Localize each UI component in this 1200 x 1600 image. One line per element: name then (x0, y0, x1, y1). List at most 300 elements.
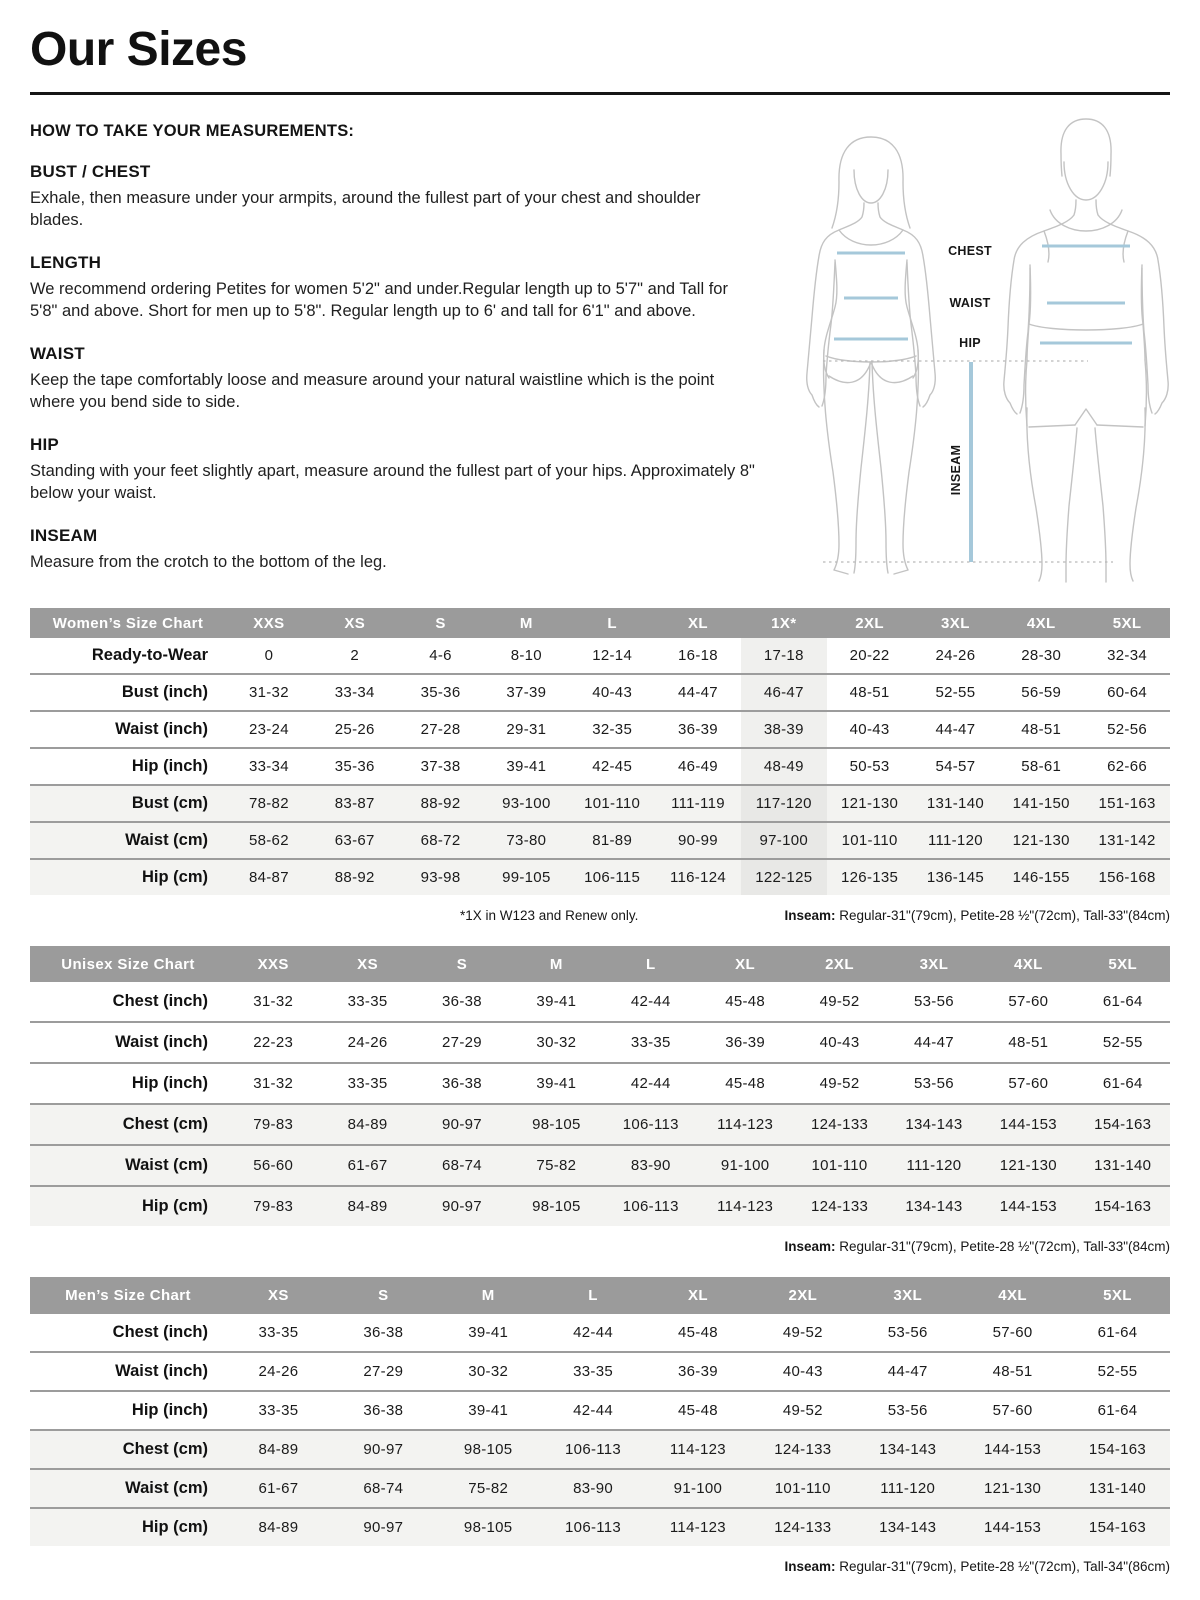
size-value: 111-120 (906, 1157, 962, 1174)
size-value: 134-143 (905, 1198, 963, 1215)
size-value: 98-105 (463, 1519, 513, 1536)
size-value: 114-123 (717, 1198, 774, 1215)
size-value: 106-113 (565, 1519, 622, 1536)
size-value: 121-130 (983, 1480, 1042, 1497)
size-value: 98-105 (532, 1116, 581, 1133)
table-row (30, 1352, 1170, 1391)
size-value: 57-60 (1008, 993, 1049, 1010)
size-value: 45-48 (678, 1324, 718, 1341)
size-value: 50-53 (849, 758, 890, 775)
size-value: 122-125 (741, 859, 827, 895)
instruction-section (30, 253, 755, 323)
size-value: 48-51 (1021, 721, 1062, 738)
column-header: XS (226, 1277, 331, 1314)
table-row (30, 1391, 1170, 1430)
row-label: Bust (inch) (121, 683, 208, 701)
table-row (30, 711, 1170, 748)
row-label: Hip (inch) (131, 1074, 208, 1092)
size-value: 46-47 (741, 674, 827, 711)
size-value: 114-123 (717, 1116, 774, 1133)
size-value: 40-43 (849, 721, 890, 738)
table-row (30, 1186, 1170, 1226)
row-label: Waist (inch) (115, 1362, 208, 1380)
size-value: 39-41 (536, 1075, 577, 1092)
measurement-lines (834, 246, 1132, 562)
size-value: 33-35 (258, 1402, 299, 1419)
size-value: 45-48 (678, 1402, 718, 1419)
column-header: S (415, 946, 509, 982)
size-value: 83-87 (334, 795, 375, 812)
column-header: 2XL (827, 608, 913, 638)
hip-label: HIP (959, 336, 981, 350)
size-value: 101-110 (774, 1480, 831, 1497)
table-row (30, 1508, 1170, 1546)
size-value: 39-41 (536, 993, 577, 1010)
size-value: 131-140 (1088, 1480, 1147, 1497)
row-label: Hip (cm) (142, 1518, 208, 1536)
table-row (30, 1022, 1170, 1063)
size-value: 52-55 (1097, 1363, 1138, 1380)
size-value: 24-26 (258, 1363, 299, 1380)
row-label: Waist (cm) (125, 1156, 208, 1174)
size-value: 93-100 (502, 795, 551, 812)
row-label: Waist (inch) (115, 720, 208, 738)
size-value: 121-130 (841, 795, 899, 812)
size-value: 33-34 (248, 758, 289, 775)
size-value: 24-26 (347, 1034, 388, 1051)
size-value: 4-6 (429, 647, 452, 664)
column-header: 4XL (981, 946, 1075, 982)
size-value: 62-66 (1107, 758, 1147, 775)
size-value: 90-97 (442, 1198, 482, 1215)
table-row (30, 822, 1170, 859)
mens-size-chart-table (30, 1277, 1170, 1546)
size-value: 31-32 (253, 993, 294, 1010)
column-header: 2XL (750, 1277, 855, 1314)
size-value: 90-99 (678, 832, 718, 849)
waist-label: WAIST (949, 296, 991, 310)
size-value: 33-35 (258, 1324, 299, 1341)
instruction-section (30, 435, 755, 505)
size-value: 27-28 (420, 721, 461, 738)
intro-section (30, 122, 1170, 608)
table-row (30, 674, 1170, 711)
size-value: 48-51 (1008, 1034, 1049, 1051)
column-header: XL (698, 946, 792, 982)
row-label: Hip (inch) (131, 757, 208, 775)
size-value: 144-153 (983, 1519, 1042, 1536)
title-divider (30, 92, 1170, 95)
size-value: 40-43 (592, 684, 633, 701)
size-value: 111-119 (671, 795, 725, 812)
table-row (30, 748, 1170, 785)
size-value: 154-163 (1088, 1519, 1147, 1536)
footnote-inseam: Inseam: Regular-31"(79cm), Petite-28 ½"(72cm), Tall-33"(84cm) (784, 1239, 1170, 1254)
size-value: 84-87 (248, 869, 289, 886)
size-value: 12-14 (592, 647, 633, 664)
column-header: L (604, 946, 698, 982)
size-value: 30-32 (536, 1034, 577, 1051)
size-value: 154-163 (1088, 1441, 1147, 1458)
table-footnotes (30, 1559, 1170, 1574)
size-value: 29-31 (506, 721, 547, 738)
size-value: 154-163 (1094, 1198, 1152, 1215)
size-value: 141-150 (1012, 795, 1070, 812)
section-body: Measure from the crotch to the bottom of the leg. (30, 552, 387, 571)
size-value: 75-82 (468, 1480, 509, 1497)
column-header: M (509, 946, 603, 982)
size-value: 42-44 (573, 1324, 613, 1341)
table-title: Unisex Size Chart (30, 946, 226, 982)
size-value: 36-39 (678, 1363, 718, 1380)
size-value: 53-56 (913, 1075, 954, 1092)
size-value: 75-82 (536, 1157, 577, 1174)
size-value: 136-145 (926, 869, 984, 886)
instruction-sections (30, 162, 755, 573)
size-value: 36-39 (725, 1034, 766, 1051)
size-value: 33-35 (347, 1075, 388, 1092)
size-value: 36-38 (363, 1402, 404, 1419)
size-value: 52-55 (1102, 1034, 1143, 1051)
table-row (30, 785, 1170, 822)
size-value: 117-120 (741, 785, 827, 822)
size-value: 2 (350, 647, 360, 664)
size-value: 98-105 (463, 1441, 513, 1458)
size-value: 61-64 (1097, 1324, 1138, 1341)
size-value: 42-44 (630, 1075, 671, 1092)
size-value: 17-18 (741, 638, 827, 674)
size-value: 83-90 (630, 1157, 671, 1174)
size-value: 23-24 (248, 721, 289, 738)
size-value: 36-38 (442, 993, 482, 1010)
size-value: 84-89 (258, 1519, 299, 1536)
row-label: Waist (cm) (125, 831, 208, 849)
section-title: INSEAM (30, 525, 98, 545)
size-value: 39-41 (468, 1324, 509, 1341)
size-value: 33-34 (334, 684, 375, 701)
size-value: 49-52 (819, 993, 860, 1010)
size-value: 32-35 (592, 721, 633, 738)
size-value: 0 (264, 647, 274, 664)
size-value: 79-83 (253, 1116, 294, 1133)
size-value: 44-47 (935, 721, 976, 738)
row-label: Hip (cm) (142, 868, 208, 886)
row-label: Chest (cm) (122, 1115, 208, 1133)
size-value: 33-35 (573, 1363, 613, 1380)
size-value: 106-113 (622, 1116, 679, 1133)
column-header: 3XL (913, 608, 999, 638)
section-body: Standing with your feet slightly apart, measure around the fullest part of your hips. Approximately 8" below your waist. (30, 461, 755, 502)
column-header: XS (320, 946, 414, 982)
size-value: 131-142 (1098, 832, 1156, 849)
size-value: 30-32 (468, 1363, 509, 1380)
table-row (30, 638, 1170, 674)
size-value: 124-133 (774, 1441, 832, 1458)
size-value: 134-143 (879, 1519, 937, 1536)
column-header: M (436, 1277, 541, 1314)
size-value: 90-97 (442, 1116, 482, 1133)
row-label: Chest (inch) (112, 1323, 208, 1341)
size-value: 98-105 (532, 1198, 581, 1215)
row-label: Waist (cm) (125, 1479, 208, 1497)
size-value: 68-72 (420, 832, 461, 849)
size-value: 83-90 (573, 1480, 613, 1497)
instruction-section (30, 344, 755, 414)
column-header: XL (655, 608, 741, 638)
column-header: L (569, 608, 655, 638)
size-value: 84-89 (347, 1116, 388, 1133)
row-label: Bust (cm) (131, 794, 208, 812)
size-value: 24-26 (935, 647, 976, 664)
size-value: 78-82 (248, 795, 289, 812)
size-value: 20-22 (849, 647, 890, 664)
page-title: Our Sizes (30, 23, 247, 76)
size-value: 88-92 (420, 795, 461, 812)
size-value: 68-74 (363, 1480, 404, 1497)
size-value: 28-30 (1021, 647, 1062, 664)
size-value: 84-89 (258, 1441, 299, 1458)
instruction-section (30, 162, 755, 232)
column-header: XL (646, 1277, 751, 1314)
row-label: Ready-to-Wear (91, 646, 208, 664)
size-value: 144-153 (999, 1198, 1057, 1215)
size-value: 46-49 (678, 758, 718, 775)
size-value: 91-100 (720, 1157, 770, 1174)
size-value: 58-61 (1021, 758, 1062, 775)
size-value: 106-113 (622, 1198, 679, 1215)
footnote-1x-availability: *1X in W123 and Renew only. (460, 908, 639, 923)
size-value: 68-74 (442, 1157, 482, 1174)
size-value: 111-120 (880, 1480, 936, 1497)
size-value: 57-60 (992, 1324, 1033, 1341)
size-value: 61-64 (1102, 993, 1143, 1010)
size-value: 60-64 (1107, 684, 1147, 701)
footnote-inseam: Inseam: Regular-31"(79cm), Petite-28 ½"(72cm), Tall-33"(84cm) (784, 908, 1170, 923)
size-value: 90-97 (363, 1519, 404, 1536)
size-value: 124-133 (810, 1116, 869, 1133)
size-value: 44-47 (887, 1363, 928, 1380)
unisex-size-chart-table (30, 946, 1170, 1226)
row-label: Chest (inch) (112, 992, 208, 1010)
footnote-inseam: Inseam: Regular-31"(79cm), Petite-28 ½"(72cm), Tall-34"(86cm) (784, 1559, 1170, 1574)
section-title: LENGTH (30, 252, 102, 272)
size-value: 48-51 (849, 684, 890, 701)
size-value: 49-52 (782, 1324, 823, 1341)
size-value: 40-43 (782, 1363, 823, 1380)
size-value: 61-64 (1097, 1402, 1138, 1419)
size-value: 27-29 (442, 1034, 482, 1051)
size-value: 58-62 (248, 832, 289, 849)
size-value: 33-35 (630, 1034, 671, 1051)
size-value: 42-44 (630, 993, 671, 1010)
size-value: 73-80 (506, 832, 547, 849)
size-value: 39-41 (468, 1402, 509, 1419)
size-value: 53-56 (887, 1324, 928, 1341)
size-value: 8-10 (510, 647, 542, 664)
column-header: XXS (226, 946, 320, 982)
size-value: 52-55 (935, 684, 976, 701)
size-value: 63-67 (334, 832, 375, 849)
chest-label: CHEST (948, 244, 992, 258)
table-row (30, 859, 1170, 895)
size-value: 27-29 (363, 1363, 404, 1380)
size-value: 93-98 (420, 869, 461, 886)
size-value: 53-56 (887, 1402, 928, 1419)
size-value: 54-57 (935, 758, 976, 775)
size-value: 22-23 (253, 1034, 294, 1051)
table-row (30, 1469, 1170, 1508)
size-value: 91-100 (673, 1480, 723, 1497)
size-value: 154-163 (1094, 1116, 1152, 1133)
table-footnotes (30, 908, 1170, 923)
instructions-heading: HOW TO TAKE YOUR MEASUREMENTS: (30, 122, 355, 140)
size-value: 42-45 (592, 758, 633, 775)
column-header: S (398, 608, 484, 638)
size-value: 35-36 (420, 684, 461, 701)
size-value: 56-59 (1021, 684, 1062, 701)
size-value: 131-140 (926, 795, 984, 812)
size-value: 114-123 (669, 1519, 726, 1536)
size-value: 48-49 (741, 748, 827, 785)
size-value: 44-47 (913, 1034, 954, 1051)
row-label: Chest (cm) (122, 1440, 208, 1458)
column-header: 5XL (1084, 608, 1170, 638)
size-value: 56-60 (253, 1157, 294, 1174)
size-value: 53-56 (913, 993, 954, 1010)
table-row (30, 1145, 1170, 1186)
size-value: 124-133 (774, 1519, 832, 1536)
size-value: 57-60 (992, 1402, 1033, 1419)
column-header: M (483, 608, 569, 638)
size-value: 40-43 (819, 1034, 860, 1051)
column-header: XS (312, 608, 398, 638)
size-value: 106-113 (565, 1441, 622, 1458)
table-row (30, 1314, 1170, 1352)
column-header: 4XL (998, 608, 1084, 638)
table-row (30, 1104, 1170, 1145)
instruction-section (30, 526, 755, 574)
size-value: 37-38 (420, 758, 461, 775)
size-value: 36-38 (442, 1075, 482, 1092)
size-value: 97-100 (741, 822, 827, 859)
size-value: 101-110 (584, 795, 641, 812)
size-value: 61-67 (258, 1480, 299, 1497)
section-title: WAIST (30, 343, 85, 363)
column-header: 2XL (792, 946, 886, 982)
table-row (30, 982, 1170, 1022)
size-value: 131-140 (1094, 1157, 1152, 1174)
row-label: Waist (inch) (115, 1033, 208, 1051)
size-value: 49-52 (782, 1402, 823, 1419)
size-value: 81-89 (592, 832, 633, 849)
table-footnotes (30, 1239, 1170, 1254)
size-value: 111-120 (927, 832, 983, 849)
measurement-instructions (30, 122, 755, 573)
size-value: 121-130 (1012, 832, 1070, 849)
size-value: 101-110 (811, 1157, 868, 1174)
size-value: 57-60 (1008, 1075, 1049, 1092)
size-value: 99-105 (502, 869, 551, 886)
size-value: 36-39 (678, 721, 718, 738)
size-value: 116-124 (669, 869, 726, 886)
size-value: 114-123 (669, 1441, 726, 1458)
section-body: Exhale, then measure under your armpits, around the fullest part of your chest and shoulder blades. (30, 189, 701, 229)
size-value: 32-34 (1107, 647, 1147, 664)
size-value: 90-97 (363, 1441, 404, 1458)
row-label: Hip (cm) (142, 1197, 208, 1215)
section-body: We recommend ordering Petites for women 5'2" and under.Regular length up to 5'7" and Tall for 5'8" and above. Short for men up to 5'8". Regular length up to 6' and tall for 6'1" and above. (30, 279, 728, 320)
size-value: 156-168 (1098, 869, 1156, 886)
size-value: 84-89 (347, 1198, 388, 1215)
inseam-label: INSEAM (949, 444, 963, 496)
size-value: 144-153 (999, 1116, 1057, 1133)
size-value: 146-155 (1012, 869, 1070, 886)
womens-size-chart-table (30, 608, 1170, 895)
column-header: 5XL (1076, 946, 1170, 982)
body-outline-figures (778, 110, 1198, 588)
section-body: Keep the tape comfortably loose and measure around your natural waistline which is the point where you bend side to side. (30, 370, 715, 411)
size-value: 45-48 (725, 993, 766, 1010)
size-value: 25-26 (334, 721, 375, 738)
size-value: 38-39 (741, 711, 827, 748)
row-label: Hip (inch) (131, 1401, 208, 1419)
column-header: XXS (226, 608, 312, 638)
section-title: BUST / CHEST (30, 162, 151, 181)
size-value: 121-130 (999, 1157, 1057, 1174)
size-value: 45-48 (725, 1075, 766, 1092)
size-value: 39-41 (506, 758, 547, 775)
size-value: 35-36 (334, 758, 375, 775)
size-value: 106-115 (584, 869, 641, 886)
size-tables-section (30, 608, 1170, 1574)
table-row (30, 1430, 1170, 1469)
size-value: 36-38 (363, 1324, 404, 1341)
size-value: 16-18 (678, 647, 718, 664)
column-header: 4XL (960, 1277, 1065, 1314)
size-value: 124-133 (810, 1198, 869, 1215)
measurement-figure-illustration (778, 110, 1198, 588)
size-value: 79-83 (253, 1198, 294, 1215)
size-value: 61-64 (1102, 1075, 1143, 1092)
table-row (30, 1063, 1170, 1104)
size-value: 44-47 (678, 684, 718, 701)
size-value: 61-67 (347, 1157, 388, 1174)
column-header: 3XL (855, 1277, 960, 1314)
section-title: HIP (30, 434, 59, 454)
size-value: 49-52 (819, 1075, 860, 1092)
table-title: Women’s Size Chart (30, 608, 226, 638)
size-value: 134-143 (905, 1116, 963, 1133)
column-header: L (541, 1277, 646, 1314)
size-value: 101-110 (841, 832, 898, 849)
size-value: 33-35 (347, 993, 388, 1010)
column-header: 3XL (887, 946, 981, 982)
size-value: 42-44 (573, 1402, 613, 1419)
column-header: S (331, 1277, 436, 1314)
size-value: 48-51 (992, 1363, 1033, 1380)
column-header: 1X* (741, 608, 827, 638)
size-value: 88-92 (334, 869, 375, 886)
size-value: 31-32 (248, 684, 289, 701)
size-value: 134-143 (879, 1441, 937, 1458)
size-value: 144-153 (983, 1441, 1042, 1458)
size-value: 126-135 (841, 869, 899, 886)
column-header: 5XL (1065, 1277, 1170, 1314)
size-value: 37-39 (506, 684, 547, 701)
size-value: 31-32 (253, 1075, 294, 1092)
size-value: 52-56 (1107, 721, 1147, 738)
table-title: Men’s Size Chart (30, 1277, 226, 1314)
